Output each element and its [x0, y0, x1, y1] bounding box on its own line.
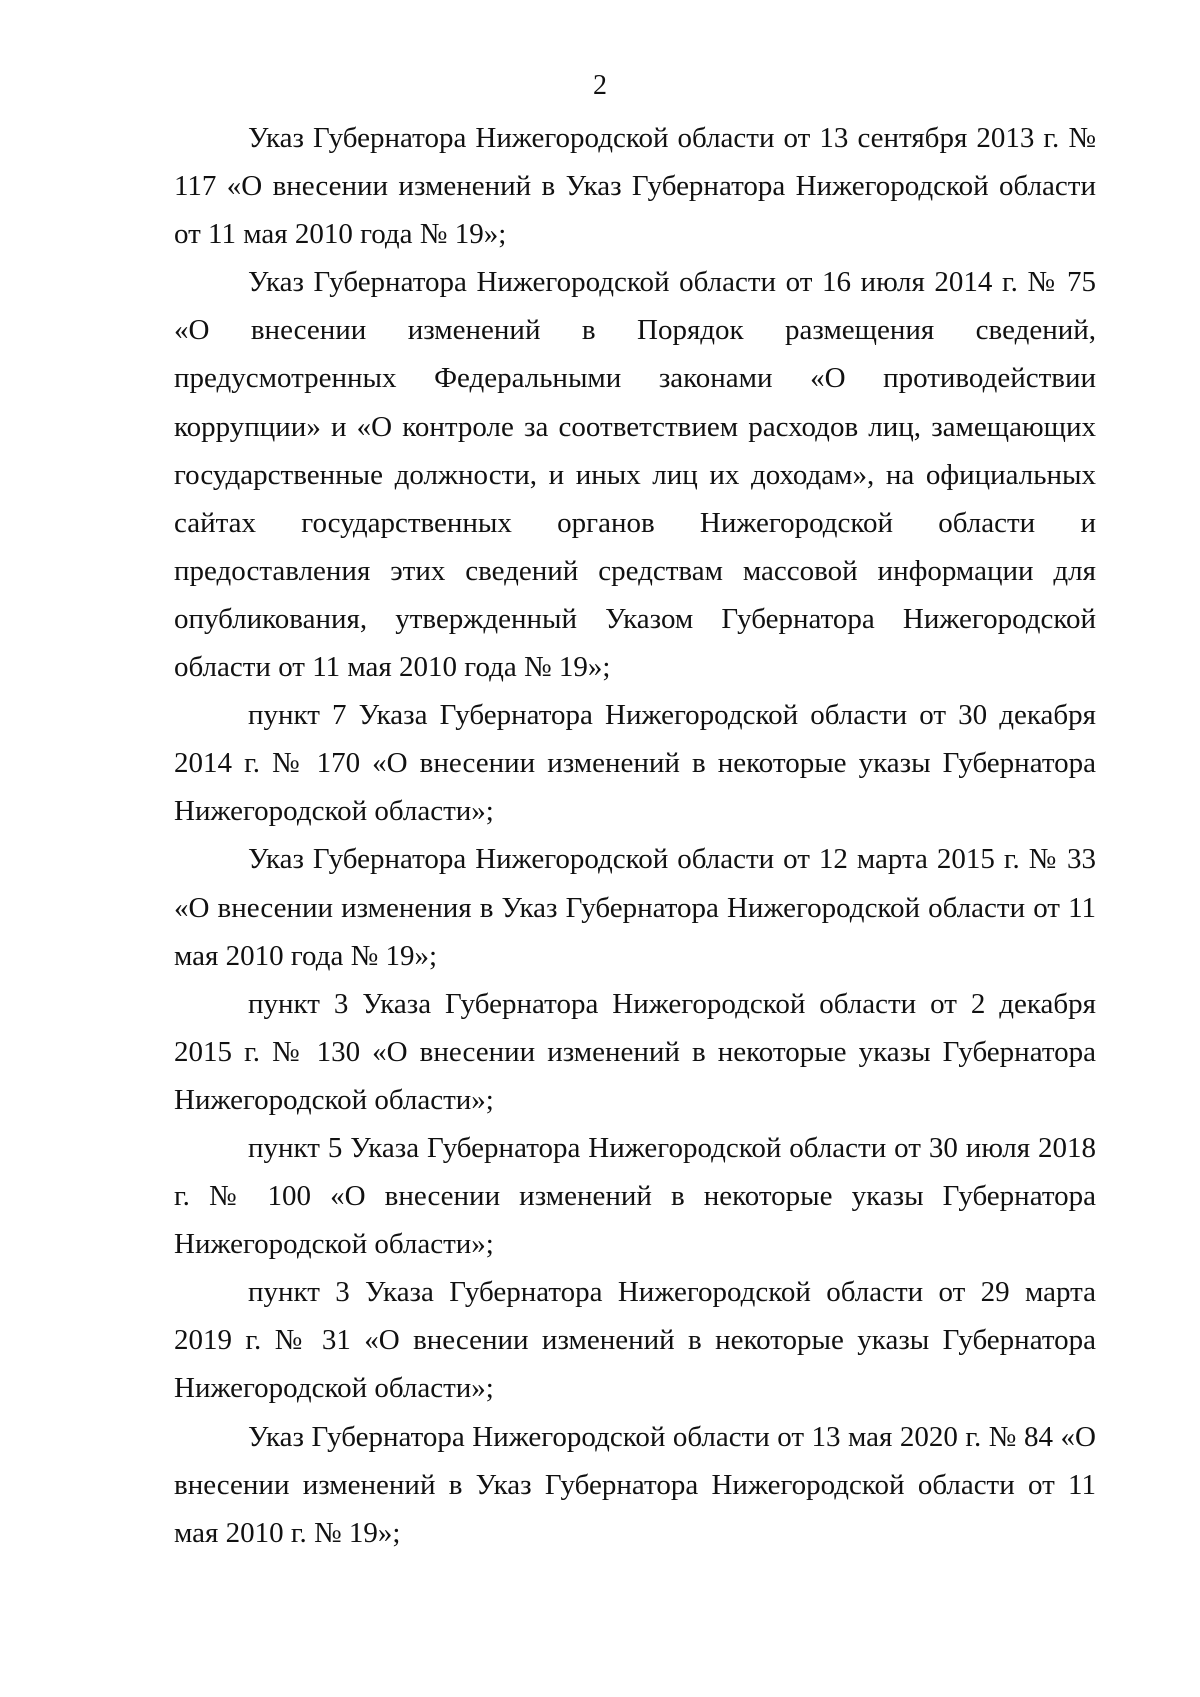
- paragraph-decree-2014-170: пункт 7 Указа Губернатора Нижегородской области от 30 декабря 2014 г. № 170 «О внесении изменений в некоторые указы Губернатора Нижегородской области»;: [174, 699, 1096, 828]
- paragraph-decree-2015-130: пункт 3 Указа Губернатора Нижегородской области от 2 декабря 2015 г. № 130 «О внесении изменений в некоторые указы Губернатора Нижегородской области»;: [174, 987, 1096, 1116]
- page-number: 2: [593, 70, 607, 101]
- paragraph-decree-2013-117: Указ Губернатора Нижегородской области от 13 сентября 2013 г. № 117 «О внесении изменений в Указ Губернатора Нижегородской области от 11 мая 2010 года № 19»;: [174, 122, 1096, 251]
- paragraph-decree-2018-100: пункт 5 Указа Губернатора Нижегородской области от 30 июля 2018 г. № 100 «О внесении изменений в некоторые указы Губернатора Нижегородской области»;: [174, 1131, 1096, 1261]
- document-body: [174, 114, 1096, 1557]
- paragraph-decree-2019-31: пункт 3 Указа Губернатора Нижегородской области от 29 марта 2019 г. № 31 «О внесении изменений в некоторые указы Губернатора Нижегородской области»;: [174, 1276, 1096, 1405]
- paragraph-decree-2020-84: Указ Губернатора Нижегородской области от 13 мая 2020 г. № 84 «О внесении изменений в Указ Губернатора Нижегородской области от 11 мая 2010 г. № 19»;: [174, 1420, 1096, 1549]
- paragraph-decree-2015-33: Указ Губернатора Нижегородской области от 12 марта 2015 г. № 33 «О внесении изменения в Указ Губернатора Нижегородской области от 11 мая 2010 года № 19»;: [174, 843, 1096, 972]
- paragraph-decree-2014-75: Указ Губернатора Нижегородской области от 16 июля 2014 г. № 75 «О внесении изменений в Порядок размещения сведений, предусмотренных Федеральными законами «О противодействии коррупции» и «О контроле за соответствием расходов лиц, замещающих государственные должности, и иных лиц их доходам», на официальных сайтах государственных органов Нижегородской области и предоставления этих сведений средствам массовой информации для опубликования, утвержденный Указом Губернатора Нижегородской области от 11 мая 2010 года № 19»;: [174, 266, 1096, 684]
